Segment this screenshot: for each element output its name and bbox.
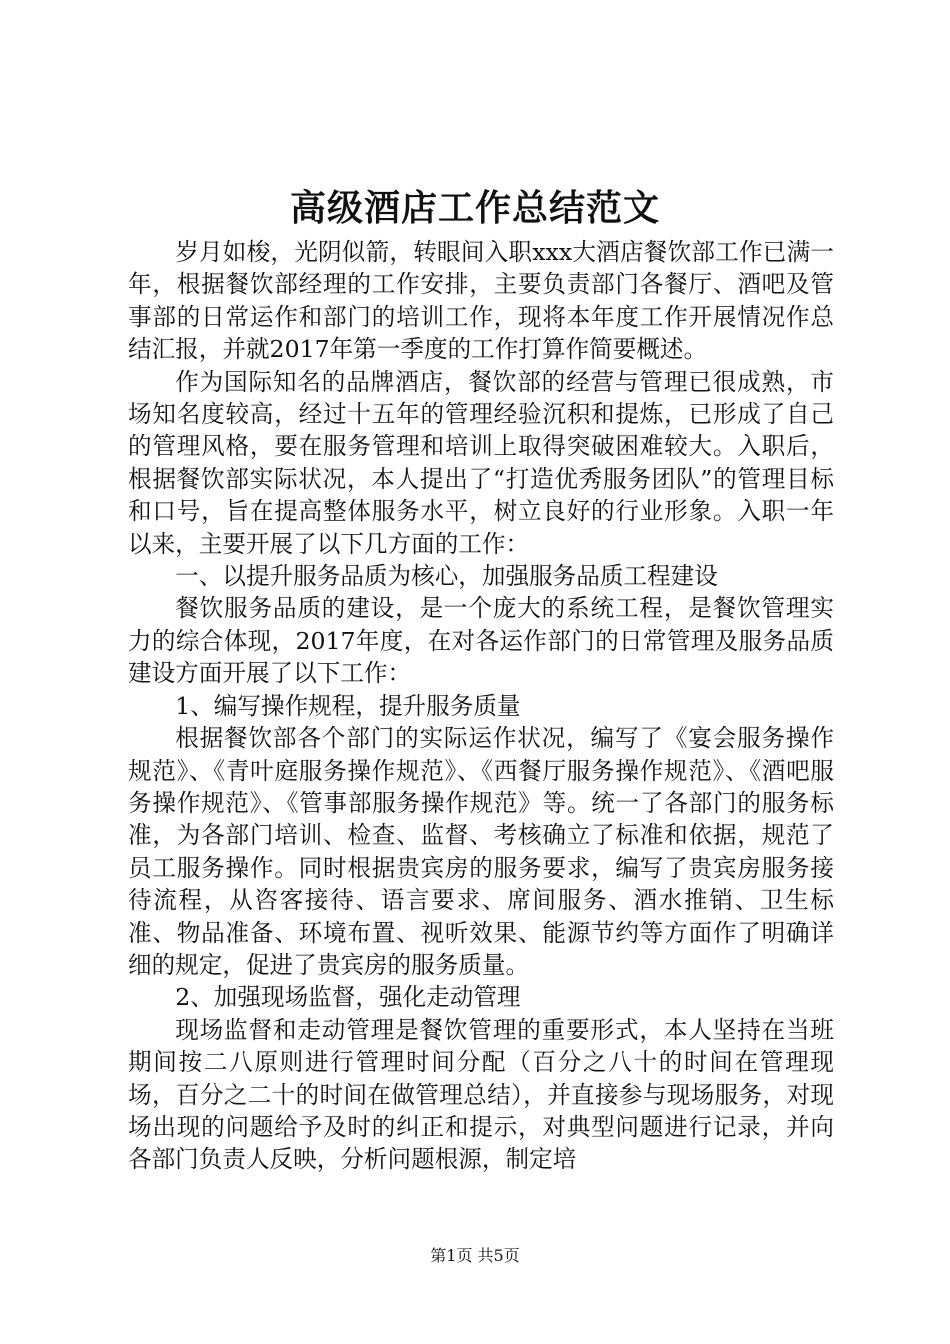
paragraph: 根据餐饮部各个部门的实际运作状况，编写了《宴会服务操作规范》、《青叶庭服务操作规范》、《西餐厅服务操作规范》、《酒吧服务操作规范》、《管事部服务操作规范》等。统一了各部门的服务标准，为各部门培训、检查、监督、考核确立了标准和依据，规范了员工服务操作。同时根据贵宾房的服务要求，编写了贵宾房服务接待流程，从咨客接待、语言要求、席间服务、酒水推销、卫生标准、物品准备、环境布置、视听效果、能源节约等方面作了明确详细的规定，促进了贵宾房的服务质量。 [128,724,834,979]
paragraph: 餐饮服务品质的建设，是一个庞大的系统工程，是餐饮管理实力的综合体现，2017年度，在对各运作部门的日常管理及服务品质建设方面开展了以下工作： [128,594,834,688]
paragraph: 现场监督和走动管理是餐饮管理的重要形式，本人坚持在当班期间按二八原则进行管理时间分配（百分之八十的时间在管理现场，百分之二十的时间在做管理总结），并直接参与现场服务，对现场出现的问题给予及时的纠正和提示，对典型问题进行记录，并向各部门负责人反映，分析问题根源，制定培 [128,1015,834,1174]
section-heading: 一、以提升服务品质为核心，加强服务品质工程建设 [175,562,718,591]
paragraph: 作为国际知名的品牌酒店，餐饮部的经营与管理已很成熟，市场知名度较高，经过十五年的管理经验沉积和提炼，已形成了自己的管理风格，要在服务管理和培训上取得突破困难较大。入职后，根据餐饮部实际状况，本人提出了“打造优秀服务团队”的管理目标和口号，旨在提高整体服务水平，树立良好的行业形象。入职一年以来，主要开展了以下几方面的工作： [128,367,834,558]
paragraph: 岁月如梭，光阴似箭，转眼间入职xxx大酒店餐饮部工作已满一年，根据餐饮部经理的工作安排，主要负责部门各餐厅、酒吧及管事部的日常运作和部门的培训工作，现将本年度工作开展情况作总结汇报，并就2017年第一季度的工作打算作简要概述。 [128,238,834,364]
document-title: 高级酒店工作总结范文 [289,187,660,229]
subsection-heading: 2、加强现场监督，强化走动管理 [175,983,521,1012]
page-footer: 第1页 共5页 [430,1246,520,1265]
document-body [128,236,834,1176]
subsection-heading: 1、编写操作规程，提升服务质量 [175,691,521,720]
